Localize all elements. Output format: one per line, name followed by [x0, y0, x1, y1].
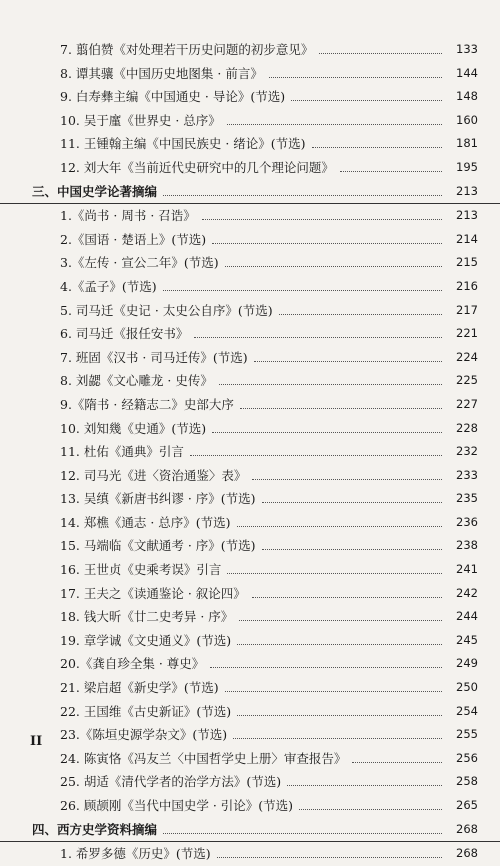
toc-entry-title: 17. 王夫之《读通鉴论 · 叙论四》 — [60, 582, 250, 606]
toc-entry-title: 10. 刘知幾《史通》(节选) — [60, 417, 210, 441]
toc-entry — [0, 369, 500, 393]
toc-entry — [0, 393, 500, 417]
toc-entry — [0, 62, 500, 86]
toc-entry-title: 1.《尚书 · 周书 · 召诰》 — [60, 204, 200, 228]
toc-entry — [0, 204, 500, 228]
toc-entry-title: 7. 翦伯赞《对处理若干历史问题的初步意见》 — [60, 38, 317, 62]
dot-leader — [299, 809, 442, 810]
toc-entry — [0, 582, 500, 606]
table-of-contents — [0, 38, 500, 866]
toc-entry — [0, 464, 500, 488]
dot-leader — [262, 502, 442, 503]
toc-page-number: 214 — [456, 231, 478, 246]
toc-page-number: 268 — [456, 846, 478, 861]
dot-leader — [262, 549, 442, 550]
dot-leader — [287, 785, 442, 786]
toc-entry — [0, 440, 500, 464]
toc-page-number: 233 — [456, 467, 478, 482]
toc-entry-title: 19. 章学诚《文史通义》(节选) — [60, 629, 235, 653]
toc-page-number: 242 — [456, 585, 478, 600]
toc-entry-title: 7. 班固《汉书 · 司马迁传》(节选) — [60, 346, 252, 370]
toc-entry-title: 24. 陈寅恪《冯友兰〈中国哲学史上册〉审查报告》 — [60, 747, 350, 771]
toc-entry — [0, 558, 500, 582]
toc-page-number: 258 — [456, 774, 478, 789]
toc-page-number: 245 — [456, 632, 478, 647]
dot-leader — [239, 620, 442, 621]
toc-page-number: 181 — [456, 136, 478, 151]
dot-leader — [252, 479, 442, 480]
toc-entry — [0, 700, 500, 724]
toc-entry-title: 11. 杜佑《通典》引言 — [60, 440, 188, 464]
toc-entry-title: 三、中国史学论著摘编 — [32, 180, 161, 204]
dot-leader — [237, 644, 442, 645]
toc-entry — [0, 794, 500, 818]
toc-entry — [0, 322, 500, 346]
toc-page-number: 195 — [456, 159, 478, 174]
toc-page-number: 235 — [456, 491, 478, 506]
toc-page-number: 256 — [456, 750, 478, 765]
dot-leader — [194, 337, 442, 338]
toc-entry — [0, 132, 500, 156]
dot-leader — [340, 171, 442, 172]
dot-leader — [319, 53, 442, 54]
dot-leader — [312, 147, 442, 148]
toc-entry — [0, 38, 500, 62]
toc-entry-title: 9. 白寿彝主编《中国通史 · 导论》(节选) — [60, 85, 289, 109]
toc-entry-title: 20.《龚自珍全集 · 尊史》 — [60, 652, 208, 676]
toc-page-number: 241 — [456, 562, 478, 577]
toc-page-number: 148 — [456, 89, 478, 104]
dot-leader — [254, 361, 442, 362]
dot-leader — [225, 266, 442, 267]
toc-entry — [0, 605, 500, 629]
toc-entry-title: 2.《国语 · 楚语上》(节选) — [60, 228, 210, 252]
toc-page-number: 160 — [456, 112, 478, 127]
toc-page-number: 213 — [456, 183, 478, 198]
dot-leader — [279, 314, 442, 315]
toc-entry-title: 23.《陈垣史源学杂文》(节选) — [60, 723, 231, 747]
toc-entry-title: 1. 希罗多德《历史》(节选) — [60, 842, 215, 866]
toc-entry-title: 10. 吴于廑《世界史 · 总序》 — [60, 109, 225, 133]
toc-entry-title: 9.《隋书 · 经籍志二》史部大序 — [60, 393, 238, 417]
dot-leader — [212, 432, 442, 433]
toc-entry — [0, 770, 500, 794]
dot-leader — [210, 667, 442, 668]
dot-leader — [227, 124, 442, 125]
toc-page-number: 217 — [456, 302, 478, 317]
dot-leader — [212, 243, 442, 244]
toc-section-heading — [0, 818, 500, 843]
dot-leader — [163, 195, 442, 196]
toc-page-number: 232 — [456, 444, 478, 459]
toc-entry-title: 12. 司马光《进〈资治通鉴〉表》 — [60, 464, 250, 488]
toc-entry — [0, 652, 500, 676]
toc-entry-title: 13. 吴缜《新唐书纠谬 · 序》(节选) — [60, 487, 260, 511]
toc-entry-title: 四、西方史学资料摘编 — [32, 818, 161, 842]
dot-leader — [291, 100, 442, 101]
dot-leader — [163, 290, 442, 291]
dot-leader — [190, 455, 442, 456]
toc-entry — [0, 511, 500, 535]
page-number-footer: II — [30, 734, 43, 749]
toc-entry — [0, 629, 500, 653]
toc-page-number: 254 — [456, 703, 478, 718]
toc-entry-title: 21. 梁启超《新史学》(节选) — [60, 676, 223, 700]
dot-leader — [252, 597, 442, 598]
dot-leader — [225, 691, 442, 692]
toc-entry — [0, 723, 500, 747]
toc-page-number: 215 — [456, 255, 478, 270]
toc-page-number: 213 — [456, 208, 478, 223]
toc-entry — [0, 676, 500, 700]
toc-page-number: 255 — [456, 727, 478, 742]
toc-entry-title: 12. 刘大年《当前近代史研究中的几个理论问题》 — [60, 156, 338, 180]
dot-leader — [237, 526, 442, 527]
dot-leader — [269, 77, 442, 78]
toc-page-number: 238 — [456, 538, 478, 553]
toc-entry — [0, 842, 500, 866]
toc-entry-title: 15. 马端临《文献通考 · 序》(节选) — [60, 534, 260, 558]
toc-page-number: 225 — [456, 373, 478, 388]
toc-page-number: 228 — [456, 420, 478, 435]
dot-leader — [219, 384, 442, 385]
toc-entry — [0, 156, 500, 180]
toc-page-number: 224 — [456, 349, 478, 364]
toc-entry-title: 25. 胡适《清代学者的治学方法》(节选) — [60, 770, 285, 794]
dot-leader — [227, 573, 442, 574]
toc-entry — [0, 299, 500, 323]
toc-entry-title: 16. 王世贞《史乘考误》引言 — [60, 558, 225, 582]
toc-page-number: 144 — [456, 65, 478, 80]
toc-page-number: 216 — [456, 278, 478, 293]
toc-entry-title: 26. 顾颉刚《当代中国史学 · 引论》(节选) — [60, 794, 297, 818]
toc-page-number: 249 — [456, 656, 478, 671]
toc-entry-title: 14. 郑樵《通志 · 总序》(节选) — [60, 511, 235, 535]
toc-page-number: 244 — [456, 609, 478, 624]
toc-entry-title: 18. 钱大昕《廿二史考异 · 序》 — [60, 605, 237, 629]
dot-leader — [163, 833, 442, 834]
toc-page-number: 227 — [456, 396, 478, 411]
toc-entry — [0, 251, 500, 275]
toc-entry — [0, 487, 500, 511]
dot-leader — [202, 219, 442, 220]
toc-page-number: 133 — [456, 42, 478, 56]
toc-entry-title: 8. 刘勰《文心雕龙 · 史传》 — [60, 369, 217, 393]
toc-entry — [0, 228, 500, 252]
toc-entry-title: 6. 司马迁《报任安书》 — [60, 322, 192, 346]
toc-section-heading — [0, 180, 500, 205]
toc-entry — [0, 417, 500, 441]
dot-leader — [237, 715, 442, 716]
toc-entry-title: 8. 谭其骧《中国历史地图集 · 前言》 — [60, 62, 267, 86]
toc-entry — [0, 747, 500, 771]
dot-leader — [352, 762, 442, 763]
toc-entry — [0, 85, 500, 109]
toc-entry-title: 22. 王国维《古史新证》(节选) — [60, 700, 235, 724]
toc-entry-title: 5. 司马迁《史记 · 太史公自序》(节选) — [60, 299, 277, 323]
dot-leader — [233, 738, 442, 739]
toc-entry — [0, 534, 500, 558]
toc-page-number: 250 — [456, 680, 478, 695]
toc-page-number: 268 — [456, 821, 478, 836]
toc-entry — [0, 346, 500, 370]
toc-page-number: 221 — [456, 326, 478, 341]
toc-page-number: 265 — [456, 798, 478, 812]
toc-page-number: 236 — [456, 514, 478, 529]
dot-leader — [217, 857, 442, 858]
toc-entry — [0, 109, 500, 133]
toc-entry — [0, 275, 500, 299]
toc-entry-title: 3.《左传 · 宣公二年》(节选) — [60, 251, 223, 275]
toc-entry-title: 4.《孟子》(节选) — [60, 275, 161, 299]
toc-entry-title: 11. 王锺翰主编《中国民族史 · 绪论》(节选) — [60, 132, 310, 156]
dot-leader — [240, 408, 442, 409]
